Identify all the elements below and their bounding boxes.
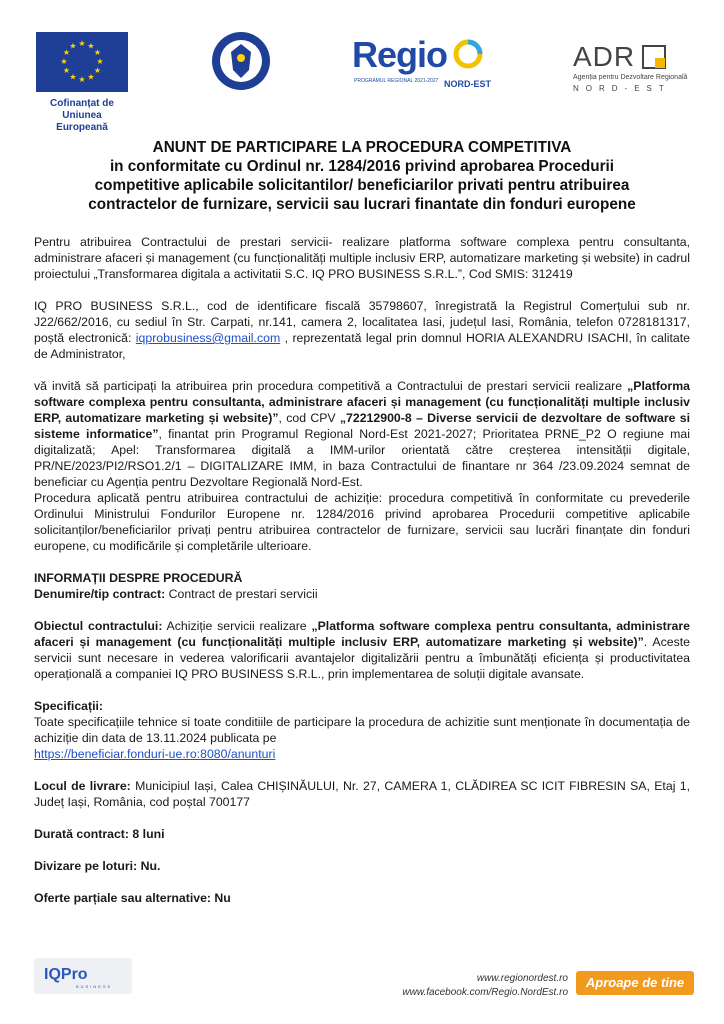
logo-header — [0, 30, 724, 133]
svg-text:★: ★ — [87, 72, 95, 82]
delivery-value: Municipiul Iași, Calea CHIȘINĂULUI, Nr. 27, CAMERA 1, CLĂDIREA SC ICIT FIBRESIN SA, Etaj 1, Județ Iași, România, cod poștal 700177 — [34, 779, 690, 809]
title-line: competitive aplicabile solicitantilor/ beneficiarilor privati pentru atribuirea — [94, 177, 630, 194]
paragraph-company — [34, 298, 690, 362]
svg-text:★: ★ — [96, 57, 104, 66]
contract-type — [34, 586, 690, 602]
announcements-link[interactable]: https://beneficiar.fonduri-ue.ro:8080/anunturi — [34, 747, 276, 761]
adr-logo — [573, 42, 693, 102]
title-line: ANUNT DE PARTICIPARE LA PROCEDURA COMPETITIVA — [152, 139, 572, 156]
object-platform: „Platforma software complexa pentru consultanta, administrare afaceri și management (cu funcționalități multiple inclusiv ERP, automatizare marketing și website)” — [34, 619, 691, 649]
regio-ring-icon — [452, 38, 484, 70]
svg-text:★: ★ — [60, 57, 68, 66]
specifications-text: Toate specificațiile tehnice si toate conditiile de participare la procedura de achizitie sunt menționate în documentația de achiziție din data de 13.11.2024 publicata pe — [34, 715, 690, 745]
government-seal-icon — [210, 30, 272, 92]
title-line: contractelor de furnizare, servicii sau lucrari finantate din fonduri europene — [88, 196, 636, 213]
procedure-heading: INFORMAȚII DESPRE PROCEDURĂ — [34, 571, 243, 585]
company-text: IQ PRO BUSINESS S.R.L., cod de identificare fiscală 35798607, înregistrată la Registrul Comerțului sub nr. J22/662/2016, cu sediul în Str. Carpati, nr.141, camera 2, localitatea Iasi, județul Iasi, România, telefon 0728181317, poștă electronică: — [34, 299, 690, 345]
financing-text: , finantat prin Programul Regional Nord-Est 2021-2027; Prioritatea PRNE_P2 O regiune mai digitalizată; Apel: Transformarea digitală a IMM-urilor orientată către creșterea intensității digitale, PR/NE/2023/PI2/RSO1.2/1 – DIGITALIZARE IMM, in baza Contractului de finantare nr 364 /23.09.2024 semnat de beneficiar cu Agenția pentru Dezvoltare Regională Nord-Est. — [34, 427, 690, 489]
document-title — [30, 138, 694, 214]
paragraph-procedure: Procedura aplicată pentru atribuirea contractului de achiziție: procedura competitivă în conformitate cu prevederile Ordinului Ministrului Fondurilor Europene nr. 1284/2016 privind aprobarea Procedurii competitive aplicabile solicitanților/beneficiarilor privați pentru atribuirea contractelor de furnizare, servicii sau lucrări finanțate din fonduri europene, cu modificările și completările ulterioare. — [34, 491, 690, 553]
website-link[interactable]: www.regionordest.ro — [476, 973, 568, 984]
regio-logo — [352, 36, 492, 96]
contract-type-value: Contract de prestari servicii — [165, 587, 318, 601]
regio-wordmark: Regio — [352, 34, 448, 75]
adr-subtitle: Agenția pentru Dezvoltare Regională — [573, 74, 688, 81]
eu-caption: Cofinanțat de Uniunea Europeană — [50, 98, 114, 133]
title-line: in conformitate cu Ordinul nr. 1284/2016 privind aprobarea Procedurii — [109, 158, 615, 175]
object-text: Achiziție servicii realizare — [162, 619, 312, 633]
cpv-label: , cod CPV — [278, 411, 340, 425]
contract-type-label: Denumire/tip contract: — [34, 587, 166, 601]
paragraph-intro: Pentru atribuirea Contractului de prestari servicii- realizare platforma software complexa pentru consultanta, administrare afaceri și management (cu funcționalități multiple inclusiv ERP, automatizare marketing și website) in cadrul proiectului „Transformarea digitala a activitatii S.C. IQ PRO BUSINESS S.R.L.”, Cod SMIS: 312419 — [34, 235, 690, 281]
adr-wordmark: ADR — [573, 41, 636, 72]
lot-division: Divizare pe loturi: Nu. — [34, 859, 161, 873]
company-representative: , reprezentată legal prin domnul HORIA ALEXANDRU ISACHI, în calitate de Administrator, — [34, 331, 690, 361]
regio-program: PROGRAMUL REGIONAL 2021-2027 — [354, 78, 439, 84]
regio-region: NORD-EST — [444, 79, 491, 89]
paragraph-invitation — [34, 378, 690, 490]
svg-text:★: ★ — [69, 72, 77, 82]
svg-text:★: ★ — [93, 66, 102, 75]
invitation-text: vă invită să participați la atribuirea prin procedura competitivă a Contractului de prestari servicii realizare — [34, 379, 628, 393]
document-body — [34, 234, 690, 906]
partial-offers: Oferte parțiale sau alternative: Nu — [34, 891, 231, 905]
svg-text:★: ★ — [62, 48, 71, 57]
iqpro-logo — [34, 958, 132, 994]
delivery-label: Locul de livrare: — [34, 779, 131, 793]
facebook-link[interactable]: www.facebook.com/Regio.NordEst.ro — [402, 987, 568, 998]
eu-flag-icon — [36, 32, 128, 92]
iqpro-wordmark: IQPro — [44, 966, 88, 983]
delivery-location — [34, 778, 690, 810]
adr-square-icon — [641, 44, 667, 70]
specifications-label: Specificații: — [34, 699, 104, 713]
footer-links — [402, 972, 568, 1000]
svg-text:★: ★ — [78, 75, 86, 84]
object-label: Obiectul contractului: — [34, 619, 163, 633]
slogan-badge: Aproape de tine — [576, 971, 694, 995]
platform-name: „Platforma software complexa pentru consultanta, administrare afaceri și management (cu funcționalități multiple inclusiv ERP, automatizare marketing și website)” — [34, 379, 690, 425]
email-link[interactable]: iqprobusiness@gmail.com — [135, 331, 281, 345]
contract-duration: Durată contract: 8 luni — [34, 827, 165, 841]
cpv-code: „72212900-8 – Diverse servicii de dezvoltare de software si sisteme informatice” — [34, 411, 690, 441]
adr-region: NORD-EST — [573, 84, 671, 93]
svg-text:★: ★ — [69, 41, 77, 51]
svg-text:★: ★ — [62, 66, 71, 75]
object-description: . Aceste servicii sunt necesare in vederea valorificarii avantajelor digitalizării pentru a îmbunătăți eficiența și productivitatea operațională a companiei IQ PRO BUSINESS S.R.L., prin implementarea de soluții digitale avansate. — [34, 635, 690, 681]
iqpro-sub: BUSINESS — [76, 984, 113, 989]
eu-logo — [36, 32, 128, 134]
svg-text:★: ★ — [78, 39, 86, 48]
contract-object — [34, 618, 690, 682]
svg-text:★: ★ — [93, 48, 102, 57]
svg-text:★: ★ — [87, 41, 95, 51]
